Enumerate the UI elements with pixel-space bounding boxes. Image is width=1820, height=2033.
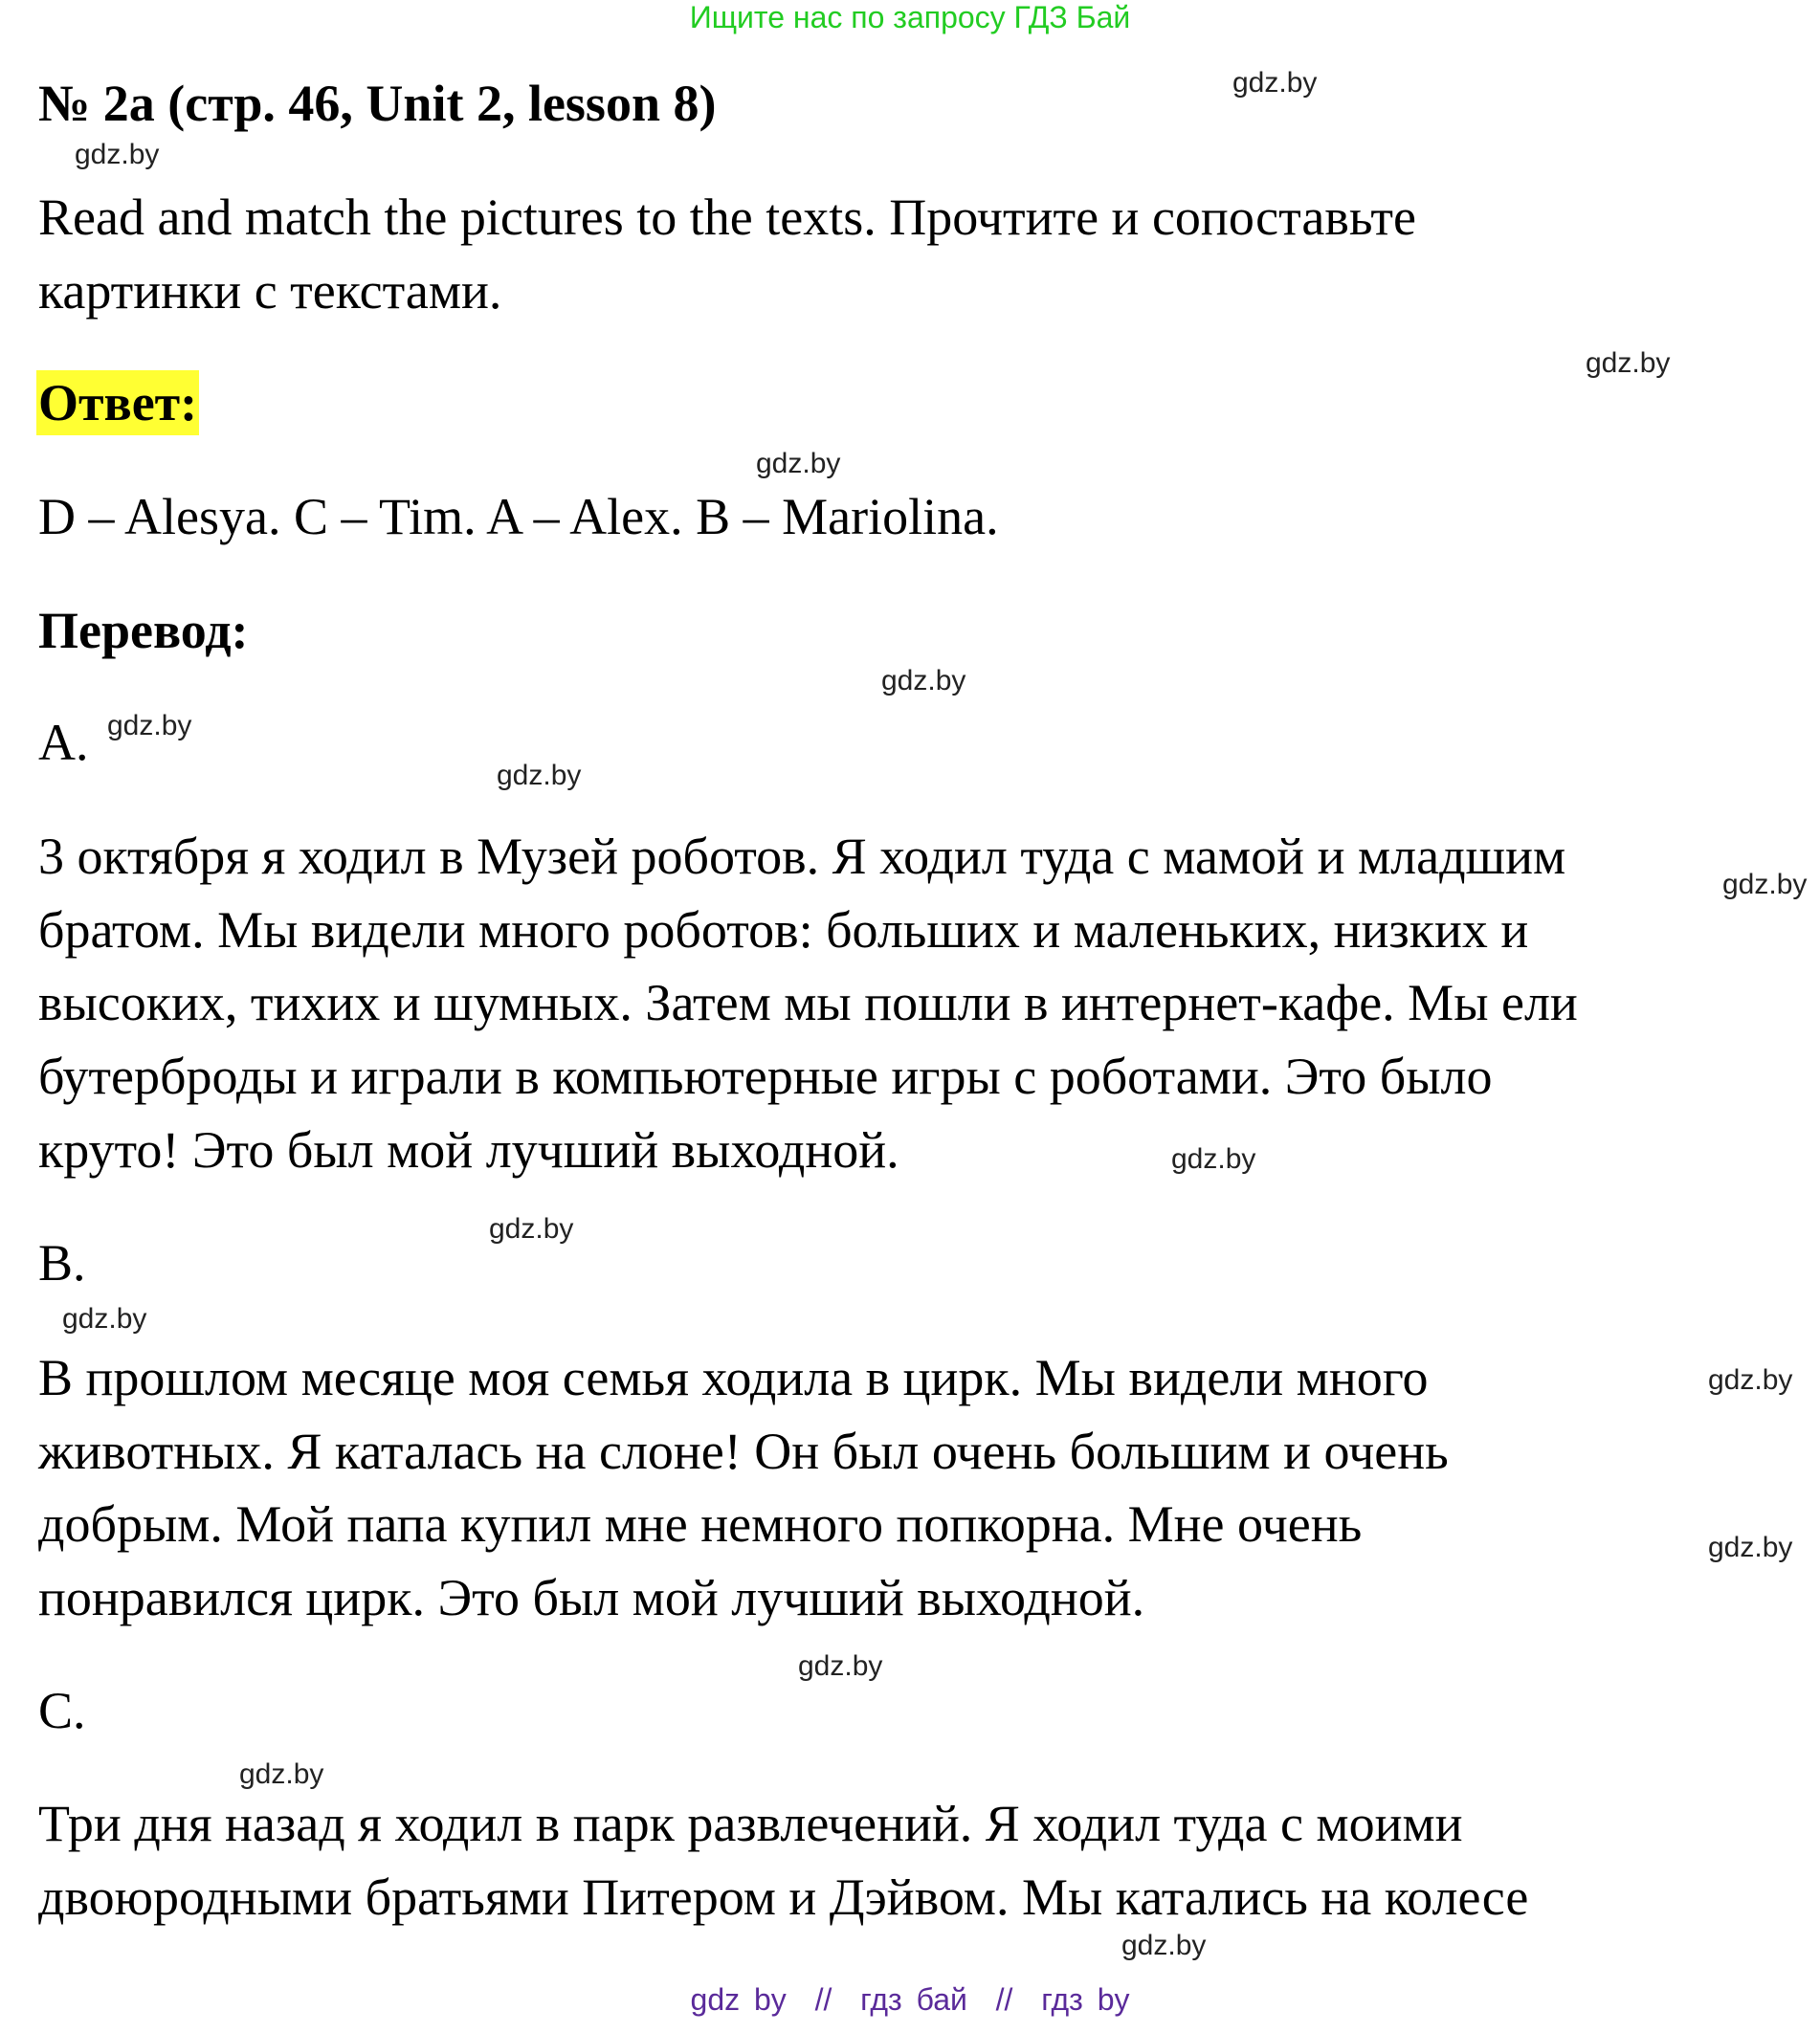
watermark: gdz.by xyxy=(1171,1143,1256,1175)
section-b-line: добрым. Мой папа купил мне немного попкорна. Мне очень xyxy=(38,1495,1363,1553)
watermark: gdz.by xyxy=(1708,1364,1793,1396)
watermark: gdz.by xyxy=(1586,347,1671,379)
watermark: gdz.by xyxy=(62,1303,147,1335)
section-a-line: 3 октября я ходил в Музей роботов. Я ходил туда с мамой и младшим xyxy=(38,828,1566,885)
section-b-label: B. xyxy=(38,1234,86,1292)
section-c-label: C. xyxy=(38,1682,86,1739)
watermark: gdz.by xyxy=(881,665,966,696)
section-a-line: высоких, тихих и шумных. Затем мы пошли в интернет-кафе. Мы ели xyxy=(38,974,1578,1031)
search-banner: Ищите нас по запросу ГДЗ Бай xyxy=(689,0,1131,34)
task-line-1: Read and match the pictures to the texts. Прочтите и сопоставьте xyxy=(38,188,1416,246)
watermark: gdz.by xyxy=(107,710,192,741)
answer-text: D – Alesya. C – Tim. A – Alex. B – Mariolina. xyxy=(38,488,999,545)
page-title: № 2a (стр. 46, Unit 2, lesson 8) xyxy=(38,75,717,132)
section-b-line: животных. Я каталась на слоне! Он был очень большим и очень xyxy=(38,1423,1449,1480)
section-a-line: братом. Мы видели много роботов: больших и маленьких, низких и xyxy=(38,901,1529,959)
watermark: gdz.by xyxy=(489,1213,574,1245)
watermark: gdz.by xyxy=(798,1650,883,1682)
watermark: gdz.by xyxy=(1708,1532,1793,1563)
section-a-line: круто! Это был мой лучший выходной. xyxy=(38,1121,899,1179)
watermark: gdz.by xyxy=(756,448,841,479)
section-a-label: A. xyxy=(38,714,89,771)
section-c-line: двоюродными братьями Питером и Дэйвом. Мы катались на колесе xyxy=(38,1868,1529,1926)
watermark: gdz.by xyxy=(75,139,160,170)
watermark: gdz.by xyxy=(1722,869,1808,900)
section-a-line: бутерброды и играли в компьютерные игры с роботами. Это было xyxy=(38,1048,1493,1105)
answer-label: Ответ: xyxy=(36,370,199,435)
section-b-line: понравился цирк. Это был мой лучший выходной. xyxy=(38,1569,1145,1626)
watermark: gdz.by xyxy=(1121,1930,1207,1961)
watermark: gdz.by xyxy=(239,1758,324,1790)
translation-heading: Перевод: xyxy=(38,602,249,659)
section-b-line: В прошлом месяце моя семья ходила в цирк. Мы видели много xyxy=(38,1349,1429,1406)
watermark: gdz.by xyxy=(1232,67,1318,99)
task-line-2: картинки с текстами. xyxy=(38,262,502,320)
footer-links: gdz by // гдз бай // гдз by xyxy=(690,1982,1130,2017)
watermark: gdz.by xyxy=(497,760,582,791)
section-c-line: Три дня назад я ходил в парк развлечений. Я ходил туда с моими xyxy=(38,1795,1463,1852)
